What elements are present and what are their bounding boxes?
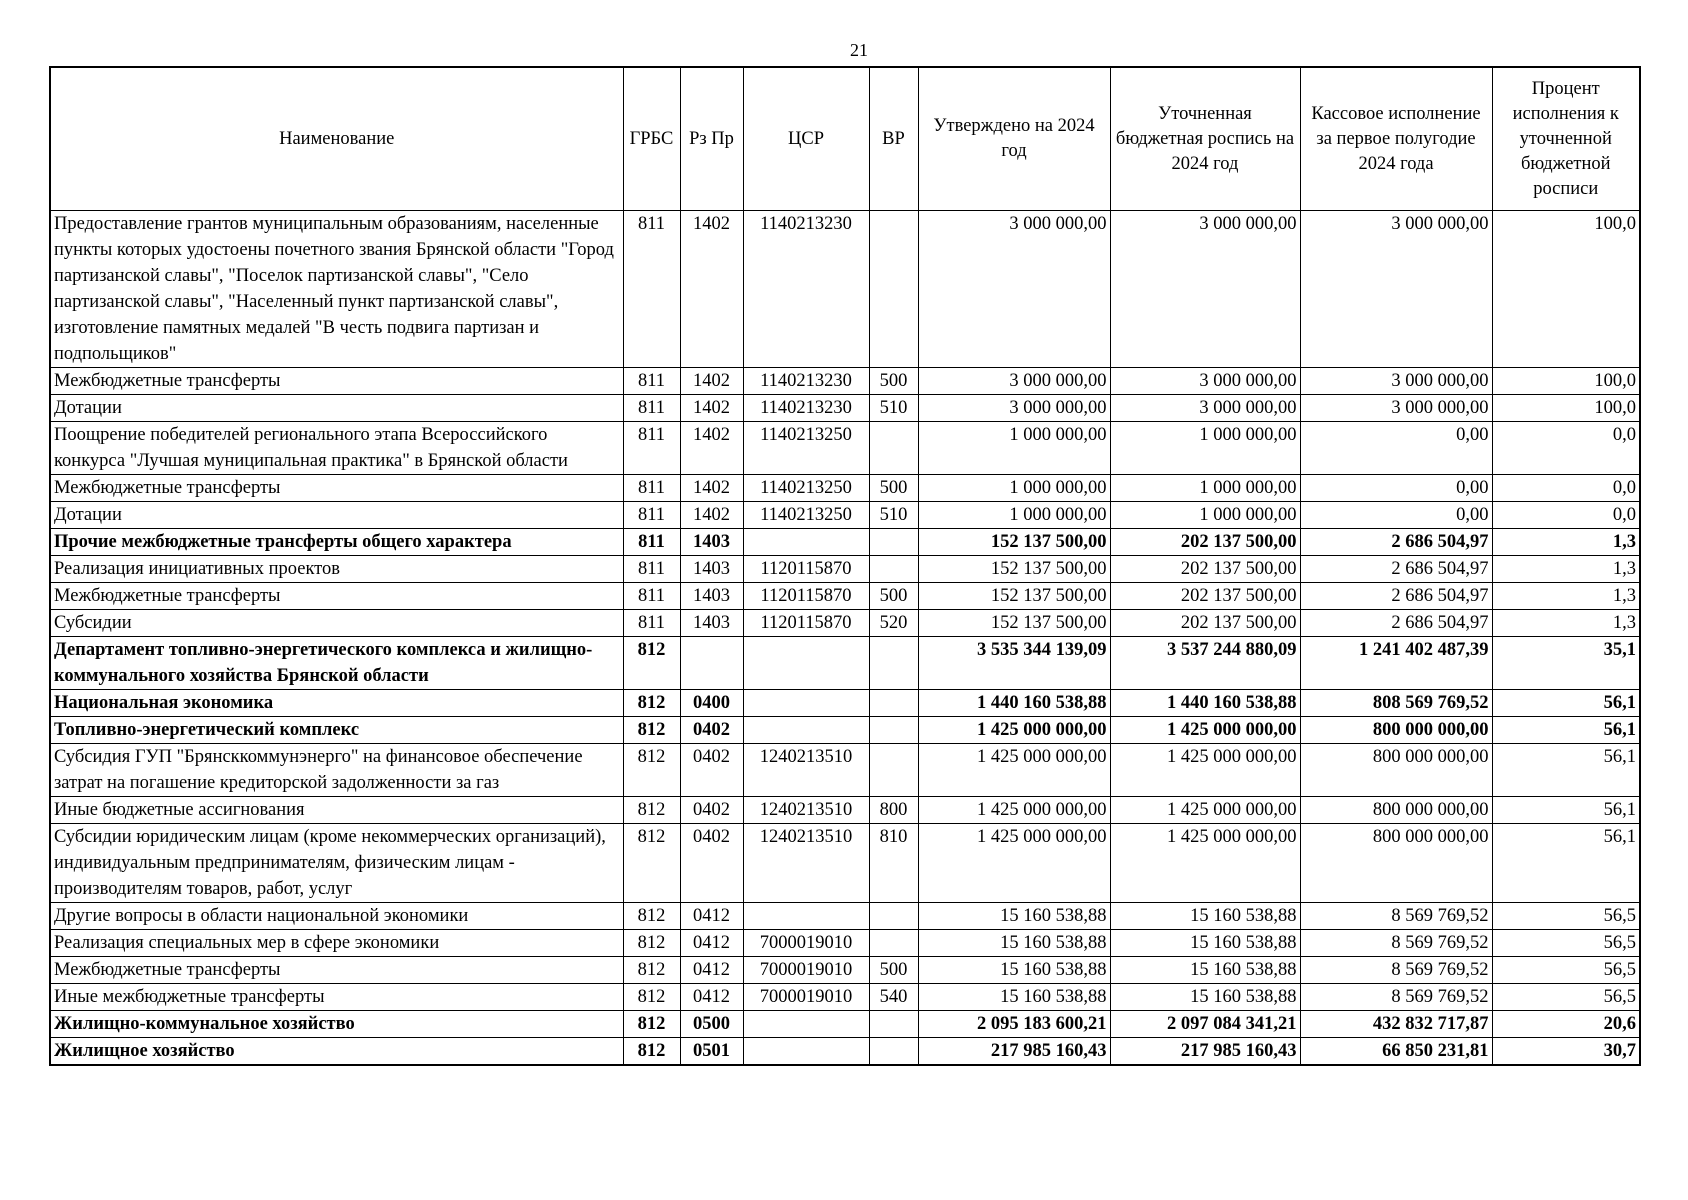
cell-percent: 56,1 — [1492, 744, 1640, 797]
cell-vr — [869, 717, 918, 744]
cell-refined: 15 160 538,88 — [1110, 957, 1300, 984]
cell-approved: 15 160 538,88 — [918, 930, 1110, 957]
cell-vr: 500 — [869, 583, 918, 610]
cell-grbs: 812 — [623, 690, 680, 717]
cell-grbs: 812 — [623, 717, 680, 744]
cell-percent: 35,1 — [1492, 637, 1640, 690]
cell-percent: 1,3 — [1492, 556, 1640, 583]
header-rzpr: Рз Пр — [680, 67, 743, 211]
cell-rzpr: 1403 — [680, 583, 743, 610]
cell-refined: 202 137 500,00 — [1110, 583, 1300, 610]
cell-refined: 1 425 000 000,00 — [1110, 744, 1300, 797]
budget-table — [49, 66, 1641, 1066]
cell-refined: 1 425 000 000,00 — [1110, 797, 1300, 824]
cell-rzpr: 0412 — [680, 957, 743, 984]
table-row — [50, 556, 1640, 583]
cell-csr: 1140213230 — [743, 211, 869, 368]
cell-vr: 540 — [869, 984, 918, 1011]
cell-grbs: 812 — [623, 1038, 680, 1066]
cell-refined: 202 137 500,00 — [1110, 529, 1300, 556]
cell-refined: 3 000 000,00 — [1110, 211, 1300, 368]
header-grbs: ГРБС — [623, 67, 680, 211]
cell-name: Реализация инициативных проектов — [50, 556, 623, 583]
cell-vr — [869, 529, 918, 556]
cell-cash: 3 000 000,00 — [1300, 211, 1492, 368]
cell-grbs: 811 — [623, 368, 680, 395]
header-name: Наименование — [50, 67, 623, 211]
header-cash: Кассовое исполнение за первое полугодие 2024 года — [1300, 67, 1492, 211]
cell-refined: 15 160 538,88 — [1110, 930, 1300, 957]
cell-vr: 510 — [869, 395, 918, 422]
table-row — [50, 930, 1640, 957]
cell-refined: 3 000 000,00 — [1110, 368, 1300, 395]
cell-vr: 500 — [869, 957, 918, 984]
cell-rzpr: 0412 — [680, 930, 743, 957]
cell-vr — [869, 903, 918, 930]
cell-csr: 1140213230 — [743, 368, 869, 395]
cell-vr: 800 — [869, 797, 918, 824]
cell-percent: 1,3 — [1492, 529, 1640, 556]
cell-percent: 100,0 — [1492, 211, 1640, 368]
cell-rzpr: 0412 — [680, 903, 743, 930]
cell-grbs: 811 — [623, 556, 680, 583]
table-row — [50, 395, 1640, 422]
cell-approved: 1 425 000 000,00 — [918, 744, 1110, 797]
cell-csr: 1140213230 — [743, 395, 869, 422]
header-refined: Уточненная бюджетная роспись на 2024 год — [1110, 67, 1300, 211]
cell-refined: 3 000 000,00 — [1110, 395, 1300, 422]
table-row — [50, 211, 1640, 368]
cell-rzpr: 0400 — [680, 690, 743, 717]
table-row — [50, 903, 1640, 930]
cell-csr: 1120115870 — [743, 583, 869, 610]
cell-csr — [743, 1038, 869, 1066]
cell-vr — [869, 211, 918, 368]
cell-grbs: 811 — [623, 475, 680, 502]
cell-csr: 7000019010 — [743, 930, 869, 957]
cell-csr: 1140213250 — [743, 502, 869, 529]
cell-cash: 8 569 769,52 — [1300, 903, 1492, 930]
cell-csr — [743, 529, 869, 556]
cell-csr: 1240213510 — [743, 744, 869, 797]
cell-name: Иные бюджетные ассигнования — [50, 797, 623, 824]
cell-grbs: 812 — [623, 824, 680, 903]
cell-grbs: 812 — [623, 957, 680, 984]
table-row — [50, 744, 1640, 797]
cell-percent: 56,1 — [1492, 690, 1640, 717]
cell-csr — [743, 690, 869, 717]
cell-csr: 1140213250 — [743, 422, 869, 475]
cell-approved: 2 095 183 600,21 — [918, 1011, 1110, 1038]
cell-rzpr: 1402 — [680, 395, 743, 422]
cell-percent: 100,0 — [1492, 368, 1640, 395]
cell-name: Субсидии юридическим лицам (кроме некоммерческих организаций), индивидуальным предпринимателям, физическим лицам - производителям товаров, работ, услуг — [50, 824, 623, 903]
cell-percent: 1,3 — [1492, 583, 1640, 610]
cell-grbs: 812 — [623, 1011, 680, 1038]
cell-name: Другие вопросы в области национальной экономики — [50, 903, 623, 930]
cell-percent: 56,1 — [1492, 717, 1640, 744]
cell-approved: 217 985 160,43 — [918, 1038, 1110, 1066]
cell-refined: 1 000 000,00 — [1110, 475, 1300, 502]
table-row — [50, 610, 1640, 637]
cell-csr: 1240213510 — [743, 797, 869, 824]
cell-cash: 800 000 000,00 — [1300, 797, 1492, 824]
cell-name: Реализация специальных мер в сфере экономики — [50, 930, 623, 957]
cell-vr: 500 — [869, 368, 918, 395]
cell-vr — [869, 422, 918, 475]
cell-name: Межбюджетные трансферты — [50, 583, 623, 610]
cell-percent: 56,5 — [1492, 930, 1640, 957]
cell-cash: 2 686 504,97 — [1300, 529, 1492, 556]
cell-rzpr: 1402 — [680, 422, 743, 475]
cell-approved: 15 160 538,88 — [918, 984, 1110, 1011]
cell-cash: 808 569 769,52 — [1300, 690, 1492, 717]
cell-vr — [869, 690, 918, 717]
cell-approved: 152 137 500,00 — [918, 583, 1110, 610]
cell-percent: 0,0 — [1492, 502, 1640, 529]
cell-cash: 2 686 504,97 — [1300, 583, 1492, 610]
cell-name: Субсидия ГУП "Брянсккоммунэнерго" на финансовое обеспечение затрат на погашение кредиторской задолженности за газ — [50, 744, 623, 797]
cell-refined: 1 425 000 000,00 — [1110, 717, 1300, 744]
cell-refined: 3 537 244 880,09 — [1110, 637, 1300, 690]
cell-approved: 3 535 344 139,09 — [918, 637, 1110, 690]
cell-percent: 0,0 — [1492, 475, 1640, 502]
cell-name: Топливно-энергетический комплекс — [50, 717, 623, 744]
cell-csr: 1140213250 — [743, 475, 869, 502]
cell-name: Дотации — [50, 502, 623, 529]
cell-name: Межбюджетные трансферты — [50, 475, 623, 502]
cell-vr: 810 — [869, 824, 918, 903]
cell-grbs: 811 — [623, 211, 680, 368]
cell-cash: 1 241 402 487,39 — [1300, 637, 1492, 690]
table-row — [50, 422, 1640, 475]
table-row — [50, 637, 1640, 690]
cell-percent: 56,1 — [1492, 824, 1640, 903]
cell-cash: 3 000 000,00 — [1300, 395, 1492, 422]
cell-csr: 7000019010 — [743, 984, 869, 1011]
cell-approved: 152 137 500,00 — [918, 529, 1110, 556]
table-body — [50, 211, 1640, 1066]
cell-approved: 1 425 000 000,00 — [918, 797, 1110, 824]
cell-name: Межбюджетные трансферты — [50, 368, 623, 395]
cell-name: Иные межбюджетные трансферты — [50, 984, 623, 1011]
cell-grbs: 811 — [623, 529, 680, 556]
cell-name: Межбюджетные трансферты — [50, 957, 623, 984]
cell-percent: 56,5 — [1492, 957, 1640, 984]
cell-refined: 15 160 538,88 — [1110, 903, 1300, 930]
cell-percent: 56,1 — [1492, 797, 1640, 824]
cell-percent: 56,5 — [1492, 903, 1640, 930]
cell-vr: 520 — [869, 610, 918, 637]
table-row — [50, 690, 1640, 717]
cell-grbs: 812 — [623, 903, 680, 930]
cell-cash: 3 000 000,00 — [1300, 368, 1492, 395]
cell-rzpr: 1403 — [680, 556, 743, 583]
cell-name: Поощрение победителей регионального этапа Всероссийского конкурса "Лучшая муниципальная практика" в Брянской области — [50, 422, 623, 475]
cell-name: Субсидии — [50, 610, 623, 637]
cell-grbs: 811 — [623, 610, 680, 637]
cell-approved: 15 160 538,88 — [918, 957, 1110, 984]
header-csr: ЦСР — [743, 67, 869, 211]
cell-refined: 202 137 500,00 — [1110, 556, 1300, 583]
cell-approved: 1 440 160 538,88 — [918, 690, 1110, 717]
cell-percent: 20,6 — [1492, 1011, 1640, 1038]
cell-rzpr: 0501 — [680, 1038, 743, 1066]
cell-cash: 8 569 769,52 — [1300, 984, 1492, 1011]
cell-rzpr: 1402 — [680, 502, 743, 529]
cell-grbs: 811 — [623, 583, 680, 610]
cell-rzpr: 0402 — [680, 717, 743, 744]
cell-cash: 66 850 231,81 — [1300, 1038, 1492, 1066]
cell-approved: 1 000 000,00 — [918, 475, 1110, 502]
cell-vr — [869, 556, 918, 583]
cell-grbs: 812 — [623, 637, 680, 690]
cell-rzpr: 1403 — [680, 529, 743, 556]
cell-csr: 7000019010 — [743, 957, 869, 984]
cell-grbs: 811 — [623, 422, 680, 475]
cell-grbs: 812 — [623, 797, 680, 824]
cell-rzpr: 1403 — [680, 610, 743, 637]
cell-approved: 152 137 500,00 — [918, 610, 1110, 637]
cell-rzpr: 0402 — [680, 824, 743, 903]
cell-rzpr: 0500 — [680, 1011, 743, 1038]
cell-cash: 8 569 769,52 — [1300, 930, 1492, 957]
table-header-row — [50, 67, 1640, 211]
cell-percent: 100,0 — [1492, 395, 1640, 422]
cell-refined: 1 425 000 000,00 — [1110, 824, 1300, 903]
cell-vr — [869, 1011, 918, 1038]
table-row — [50, 368, 1640, 395]
cell-approved: 1 000 000,00 — [918, 422, 1110, 475]
cell-refined: 1 440 160 538,88 — [1110, 690, 1300, 717]
page-number: 21 — [850, 40, 868, 60]
cell-cash: 432 832 717,87 — [1300, 1011, 1492, 1038]
cell-name: Прочие межбюджетные трансферты общего характера — [50, 529, 623, 556]
cell-refined: 15 160 538,88 — [1110, 984, 1300, 1011]
header-vr: ВР — [869, 67, 918, 211]
header-percent: Процент исполнения к уточненной бюджетной росписи — [1492, 67, 1640, 211]
cell-approved: 152 137 500,00 — [918, 556, 1110, 583]
cell-name: Жилищно-коммунальное хозяйство — [50, 1011, 623, 1038]
cell-rzpr — [680, 637, 743, 690]
cell-csr — [743, 637, 869, 690]
table-row — [50, 529, 1640, 556]
cell-cash: 0,00 — [1300, 422, 1492, 475]
cell-grbs: 811 — [623, 502, 680, 529]
cell-refined: 1 000 000,00 — [1110, 422, 1300, 475]
cell-cash: 800 000 000,00 — [1300, 744, 1492, 797]
cell-grbs: 812 — [623, 930, 680, 957]
cell-rzpr: 1402 — [680, 368, 743, 395]
cell-name: Жилищное хозяйство — [50, 1038, 623, 1066]
cell-percent: 1,3 — [1492, 610, 1640, 637]
cell-grbs: 812 — [623, 984, 680, 1011]
cell-refined: 2 097 084 341,21 — [1110, 1011, 1300, 1038]
cell-name: Дотации — [50, 395, 623, 422]
table-row — [50, 1011, 1640, 1038]
cell-rzpr: 1402 — [680, 211, 743, 368]
table-row — [50, 1038, 1640, 1066]
cell-refined: 1 000 000,00 — [1110, 502, 1300, 529]
table-row — [50, 824, 1640, 903]
table-row — [50, 583, 1640, 610]
cell-refined: 202 137 500,00 — [1110, 610, 1300, 637]
cell-name: Национальная экономика — [50, 690, 623, 717]
cell-cash: 0,00 — [1300, 502, 1492, 529]
cell-vr — [869, 637, 918, 690]
table-row — [50, 475, 1640, 502]
cell-approved: 1 000 000,00 — [918, 502, 1110, 529]
cell-csr: 1240213510 — [743, 824, 869, 903]
cell-approved: 1 425 000 000,00 — [918, 824, 1110, 903]
cell-cash: 800 000 000,00 — [1300, 824, 1492, 903]
cell-percent: 30,7 — [1492, 1038, 1640, 1066]
table-row — [50, 502, 1640, 529]
cell-cash: 0,00 — [1300, 475, 1492, 502]
cell-vr — [869, 930, 918, 957]
cell-csr: 1120115870 — [743, 556, 869, 583]
cell-percent: 56,5 — [1492, 984, 1640, 1011]
cell-approved: 1 425 000 000,00 — [918, 717, 1110, 744]
cell-cash: 2 686 504,97 — [1300, 610, 1492, 637]
cell-vr: 510 — [869, 502, 918, 529]
cell-approved: 15 160 538,88 — [918, 903, 1110, 930]
cell-vr: 500 — [869, 475, 918, 502]
cell-csr — [743, 903, 869, 930]
header-approved: Утверждено на 2024 год — [918, 67, 1110, 211]
table-row — [50, 717, 1640, 744]
table-row — [50, 984, 1640, 1011]
cell-grbs: 812 — [623, 744, 680, 797]
cell-rzpr: 1402 — [680, 475, 743, 502]
cell-csr — [743, 717, 869, 744]
cell-cash: 2 686 504,97 — [1300, 556, 1492, 583]
cell-approved: 3 000 000,00 — [918, 211, 1110, 368]
cell-cash: 8 569 769,52 — [1300, 957, 1492, 984]
table-row — [50, 957, 1640, 984]
cell-vr — [869, 744, 918, 797]
cell-rzpr: 0412 — [680, 984, 743, 1011]
cell-rzpr: 0402 — [680, 797, 743, 824]
cell-vr — [869, 1038, 918, 1066]
cell-cash: 800 000 000,00 — [1300, 717, 1492, 744]
cell-rzpr: 0402 — [680, 744, 743, 797]
cell-approved: 3 000 000,00 — [918, 395, 1110, 422]
cell-csr: 1120115870 — [743, 610, 869, 637]
table-row — [50, 797, 1640, 824]
cell-refined: 217 985 160,43 — [1110, 1038, 1300, 1066]
cell-name: Департамент топливно-энергетического комплекса и жилищно-коммунального хозяйства Брянской области — [50, 637, 623, 690]
cell-grbs: 811 — [623, 395, 680, 422]
cell-percent: 0,0 — [1492, 422, 1640, 475]
cell-csr — [743, 1011, 869, 1038]
cell-name: Предоставление грантов муниципальным образованиям, населенные пункты которых удостоены почетного звания Брянской области "Город партизанской славы", "Поселок партизанской славы", "Село партизанской славы", "Населенный пункт партизанской славы", изготовление памятных медалей "В честь подвига партизан и подпольщиков" — [50, 211, 623, 368]
cell-approved: 3 000 000,00 — [918, 368, 1110, 395]
